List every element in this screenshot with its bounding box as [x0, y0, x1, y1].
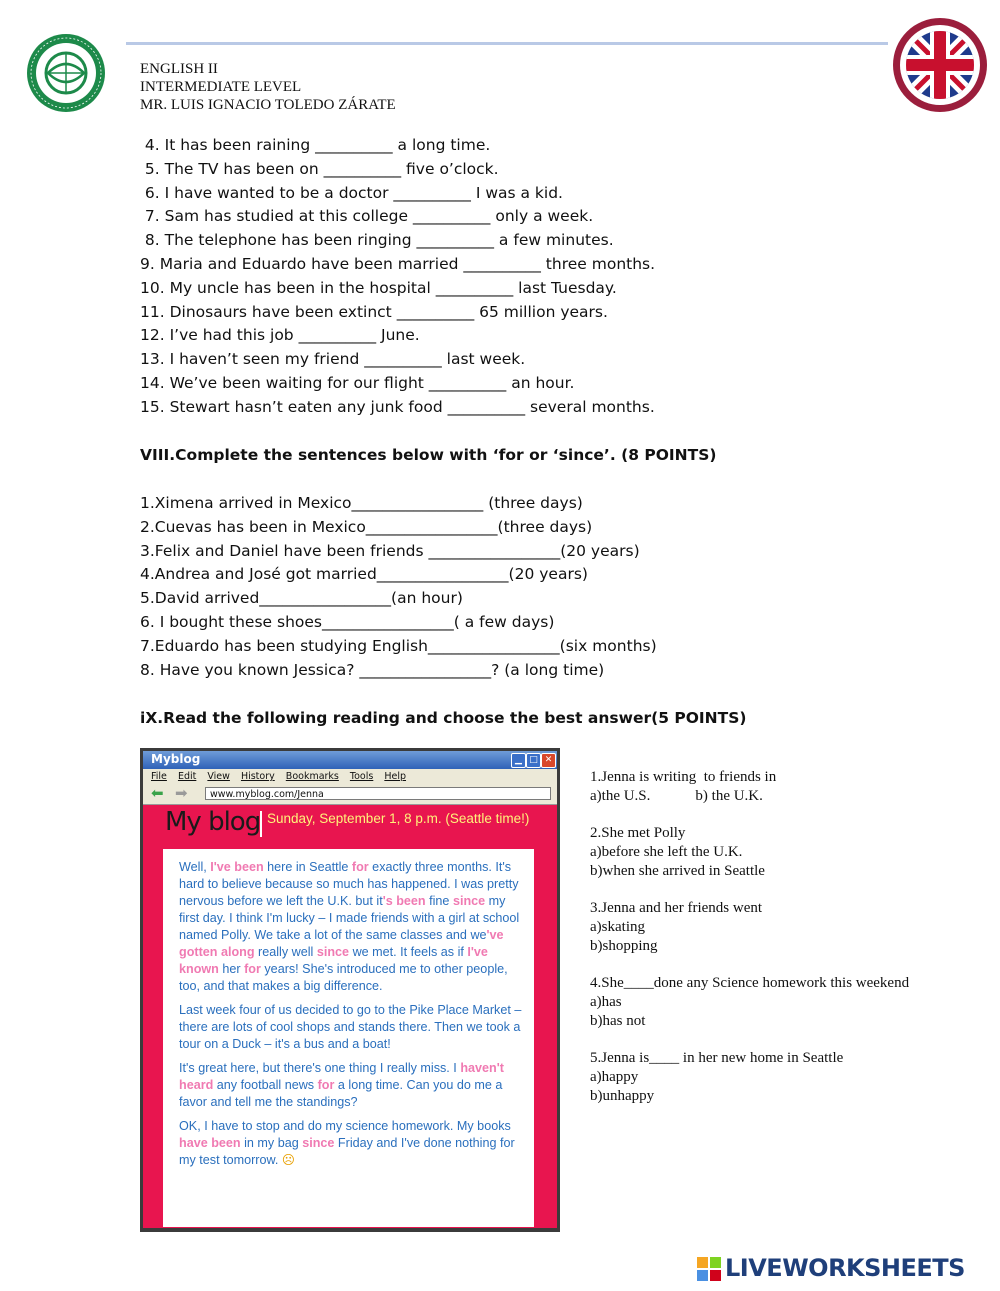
teacher-name: MR. LUIS IGNACIO TOLEDO ZÁRATE [140, 97, 396, 113]
blog-date: Sunday, September 1, 8 p.m. (Seattle time!) [267, 811, 530, 826]
address-field: www.myblog.com/Jenna [205, 787, 551, 800]
answer-option[interactable]: a)skating [590, 919, 645, 935]
exercise-item: 15. Stewart hasn’t eaten any junk food __________ several months. [140, 397, 655, 416]
exercise-item: 6. I have wanted to be a doctor __________ I was a kid. [140, 183, 563, 202]
answer-option[interactable]: a)has [590, 994, 622, 1010]
highlight: since [316, 945, 350, 959]
highlight: I've been [210, 860, 264, 874]
text-run: here in Seattle [263, 860, 352, 874]
menu-item: View [207, 771, 230, 782]
menu-item: Tools [349, 771, 374, 782]
highlight: since [302, 1136, 335, 1150]
quiz-question [590, 824, 970, 881]
answer-option[interactable]: a)happy [590, 1069, 639, 1085]
highlight: I've known [179, 945, 488, 976]
text-run: fine [425, 894, 453, 908]
answer-option[interactable]: b)shopping [590, 938, 658, 954]
liveworksheets-logo [697, 1254, 993, 1283]
exercise-item: 1.Ximena arrived in Mexico_________________ (three days) [140, 494, 583, 512]
text-run: we met. It feels as if [349, 945, 468, 959]
liveworksheets-brand: LIVEWORKSHEETS [725, 1254, 965, 1282]
course-level: INTERMEDIATE LEVEL [140, 79, 302, 95]
highlight: for [244, 962, 261, 976]
maximize-icon: □ [526, 753, 541, 768]
text-run: a long time. Can you do me a favor and tell me the standings? [179, 1078, 503, 1109]
exercise-item: 4. It has been raining __________ a long time. [140, 136, 491, 154]
highlight: have been [179, 1136, 241, 1150]
blog-window-image [140, 748, 560, 1232]
text-run: in my bag [240, 1136, 303, 1150]
exercise-item: 6. I bought these shoes_________________( a few days) [140, 612, 555, 631]
highlight: for [351, 860, 369, 874]
answer-option[interactable]: a)the U.S. b) the U.K. [590, 788, 763, 804]
menu-item: Bookmarks [285, 771, 339, 782]
exercise-item: 5.David arrived_________________(an hour) [140, 589, 463, 608]
section-8-list [140, 492, 657, 682]
blog-post-panel [163, 849, 534, 1227]
text-run: really well [254, 945, 317, 959]
exercise-item: 5. The TV has been on __________ five o’clock. [140, 159, 499, 178]
highlight: 've gotten along [179, 928, 504, 959]
blog-paragraph [179, 1060, 524, 1111]
window-title: Myblog [151, 752, 201, 766]
window-titlebar [143, 751, 557, 769]
exercise-item: 4.Andrea and José got married_________________(20 years) [140, 565, 588, 584]
answer-option[interactable]: a)before she left the U.K. [590, 844, 743, 860]
window-menubar [143, 769, 557, 784]
quiz-question [590, 899, 970, 956]
address-bar [143, 784, 557, 805]
blog-divider [260, 811, 262, 837]
exercise-item: 9. Maria and Eduardo have been married __________ three months. [140, 254, 656, 273]
quiz-question [590, 974, 970, 1031]
section-8-title: VIII.Complete the sentences below with ‘for or ‘since’. (8 POINTS) [140, 446, 717, 464]
quiz-question [590, 768, 970, 806]
exercise-item: 11. Dinosaurs have been extinct __________ 65 million years. [140, 302, 608, 321]
minimize-icon: ▁ [511, 753, 526, 768]
forward-arrow-icon: ➡ [175, 785, 188, 802]
blog-paragraph: Last week four of us decided to go to the Pike Place Market – there are lots of cool shops and stands there. Then we took a tour on a Duck – it's a bus and a boat! [179, 1003, 522, 1051]
back-arrow-icon: ⬅ [151, 785, 164, 802]
exercise-item: 14. We’ve been waiting for our flight __________ an hour. [140, 373, 575, 392]
answer-option[interactable]: b)when she arrived in Seattle [590, 863, 765, 879]
menu-item: Help [384, 771, 407, 782]
exercise-item: 8. The telephone has been ringing __________ a few minutes. [140, 231, 614, 250]
text-run: It's great here, but there's one thing I really miss. I [179, 1061, 461, 1075]
menu-item: File [151, 771, 167, 782]
text-run: exactly three months. It's hard to believe because so much has happened. I was pretty nervous before we left the U.K. but it [179, 860, 519, 908]
text-run: her [218, 962, 245, 976]
blog-page [143, 805, 557, 1228]
text-run: any football news [213, 1078, 318, 1092]
reading-quiz [590, 768, 970, 1124]
school-seal-logo [26, 33, 106, 113]
exercise-item: 3.Felix and Daniel have been friends _________________(20 years) [140, 541, 640, 560]
question-text: 1.Jenna is writing to friends in [590, 769, 777, 785]
menu-item: History [240, 771, 275, 782]
exercise-item: 13. I haven’t seen my friend __________ last week. [140, 350, 526, 369]
highlight: haven't heard [179, 1061, 504, 1092]
liveworksheets-blocks-icon [697, 1257, 721, 1281]
exercise-item: 12. I’ve had this job __________ June. [140, 326, 420, 345]
menu-item: Edit [177, 771, 197, 782]
exercise-item: 10. My uncle has been in the hospital __________ last Tuesday. [140, 278, 617, 297]
question-text: 4.She____done any Science homework this weekend [590, 975, 910, 991]
header-info [140, 60, 396, 114]
highlight: for [317, 1078, 335, 1092]
exercise-item: 2.Cuevas has been in Mexico_________________(three days) [140, 517, 593, 536]
sad-face-icon: ☹ [281, 1153, 296, 1167]
exercise-item: 7.Eduardo has been studying English_________________(six months) [140, 636, 657, 655]
question-text: 2.She met Polly [590, 825, 686, 841]
blog-paragraph [179, 1118, 524, 1169]
quiz-question [590, 1049, 970, 1106]
question-text: 5.Jenna is____ in her new home in Seattle [590, 1050, 844, 1066]
close-icon: ✕ [541, 753, 556, 768]
exercise-list [140, 134, 655, 420]
highlight: since [452, 894, 486, 908]
text-run: Well, [179, 860, 211, 874]
text-run: my first day. I think I'm lucky – I made friends with a girl at school named Polly. We take a lot of the same classes and we [179, 894, 520, 942]
answer-option[interactable]: b)has not [590, 1013, 646, 1029]
question-text: 3.Jenna and her friends went [590, 900, 763, 916]
blog-logo: My blog [165, 807, 261, 837]
header-rule [126, 42, 888, 45]
exercise-item: 7. Sam has studied at this college __________ only a week. [140, 207, 594, 226]
blog-post-text [179, 859, 524, 1176]
section-9-title: iX.Read the following reading and choose the best answer(5 POINTS) [140, 709, 747, 727]
text-run: years! She's introduced me to other people, too, and that makes a big difference. [179, 962, 508, 993]
text-run: OK, I have to stop and do my science homework. My books [179, 1119, 511, 1133]
exercise-item: 8. Have you known Jessica? _________________? (a long time) [140, 660, 605, 679]
blog-paragraph [179, 859, 524, 995]
answer-option[interactable]: b)unhappy [590, 1088, 655, 1104]
english-teacher-flag-logo [892, 17, 988, 113]
highlight: 's been [382, 894, 426, 908]
text-run: Friday and I've done nothing for my test tomorrow. [179, 1136, 515, 1167]
course-title: ENGLISH II [140, 61, 218, 77]
